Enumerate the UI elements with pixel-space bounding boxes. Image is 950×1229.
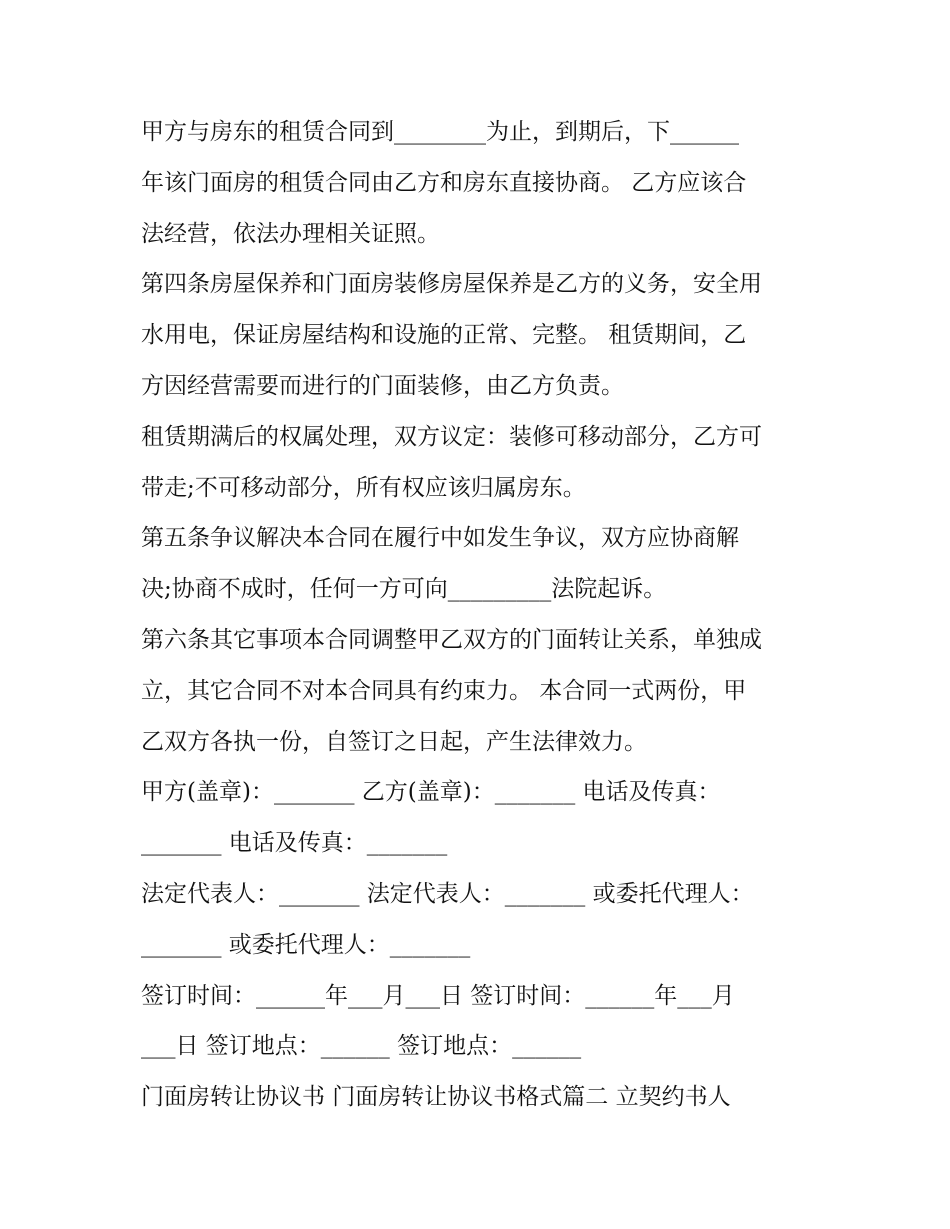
text-line: 决;协商不成时，任何一方可向_________法院起诉。 — [141, 576, 667, 603]
text-line: 立，其它合同不对本合同具有约束力。 本合同一式两份，甲 — [141, 677, 747, 704]
text-line: 租赁期满后的权属处理，双方议定：装修可移动部分，乙方可 — [141, 423, 762, 450]
document-body — [141, 107, 821, 1123]
text-line: 第五条争议解决本合同在履行中如发生争议，双方应协商解 — [141, 525, 739, 552]
text-line: 甲方(盖章)：_______ 乙方(盖章)：_______ 电话及传真： — [141, 779, 721, 806]
text-line: ___日 签订地点：______ 签订地点：______ — [141, 1033, 582, 1060]
text-line: 水用电，保证房屋结构和设施的正常、完整。 租赁期间，乙 — [141, 322, 747, 349]
text-line: 甲方与房东的租赁合同到________为止，到期后，下______ — [141, 119, 739, 145]
text-line: 带走;不可移动部分，所有权应该归属房东。 — [141, 474, 586, 501]
text-line: 法经营，依法办理相关证照。 — [141, 220, 440, 247]
text-line: 法定代表人：_______ 法定代表人：_______ 或委托代理人： — [141, 880, 754, 907]
text-line: 门面房转让协议书 门面房转让协议书格式篇二 立契约书人 — [141, 1084, 731, 1111]
text-line: 乙双方各执一份，自签订之日起，产生法律效力。 — [141, 728, 647, 755]
text-line: _______ 电话及传真：_______ — [141, 830, 448, 857]
text-line: 第六条其它事项本合同调整甲乙双方的门面转让关系，单独成 — [141, 626, 762, 653]
text-line: 第四条房屋保养和门面房装修房屋保养是乙方的义务，安全用 — [141, 271, 762, 298]
text-line: 签订时间：______年___月___日 签订时间：______年___月 — [141, 982, 735, 1009]
text-line: 方因经营需要而进行的门面装修，由乙方负责。 — [141, 372, 624, 399]
text-line: _______ 或委托代理人：_______ — [141, 931, 471, 958]
text-line: 年该门面房的租赁合同由乙方和房东直接协商。 乙方应该合 — [141, 169, 747, 196]
